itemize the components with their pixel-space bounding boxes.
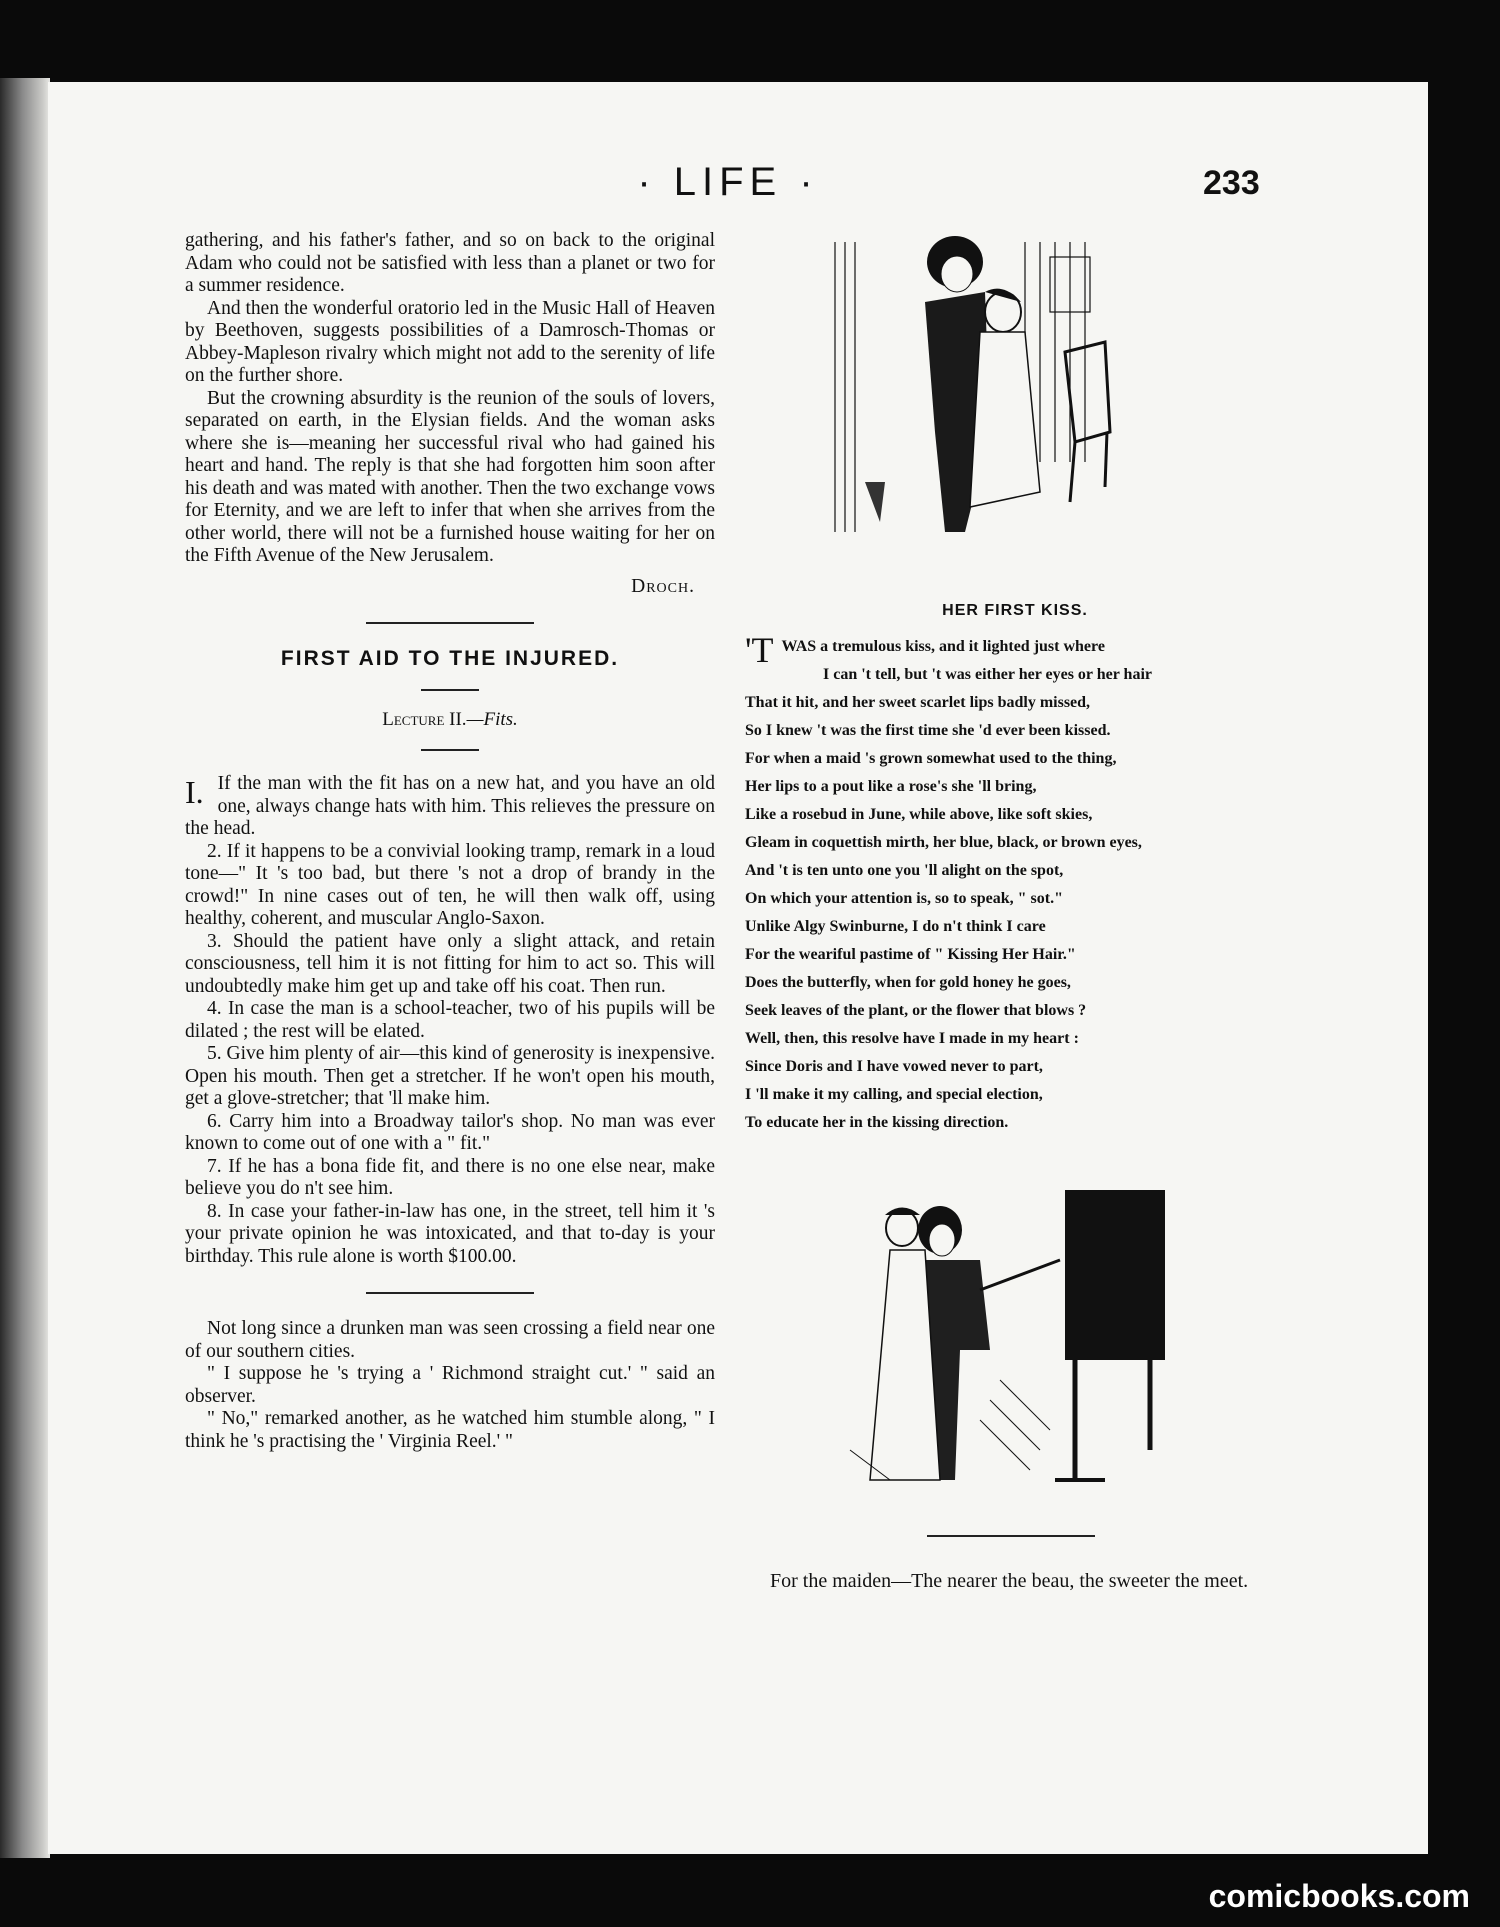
rule-item	[185, 773, 715, 841]
lecture-label: Lecture II.	[382, 708, 467, 730]
intro-paragraph: And then the wonderful oratorio led in the Music Hall of Heaven by Beethoven, suggests possibilities of a Damrosch-Thomas or Abbey-Mapleson rivalry which might not add to the serenity of life on the further shore.	[185, 297, 715, 386]
poem-title: HER FIRST KISS.	[942, 602, 1088, 619]
rule-number: 8.	[207, 1200, 222, 1222]
rule-text: Carry him into a Broadway tailor's shop. No man was ever known to come out of one with a " fit."	[185, 1110, 716, 1154]
poem-line: 'TWAS a tremulous kiss, and it lighted just where	[745, 629, 1105, 670]
poem-line: That it hit, and her sweet scarlet lips badly missed,	[745, 693, 1091, 711]
divider	[366, 622, 534, 624]
watermark: comicbooks.com	[1208, 1878, 1470, 1914]
intro-paragraph: But the crowning absurdity is the reunion of the souls of lovers, separated on earth, in the Elysian fields. And the woman asks where she is—meaning her successful rival who had gained his heart and hand. The reply is that she had forgotten him soon after his death and was mated with another. Then the two exchange vows for Eternity, and we are left to infer that when she arrives from the other world, there will not be a furnished house waiting for her on the Fifth Avenue of the New Jerusalem.	[185, 387, 715, 566]
poem-line: Gleam in coquettish mirth, her blue, black, or brown eyes,	[745, 833, 1142, 851]
poem-dropcap: 'T	[745, 629, 774, 670]
poem-line: Seek leaves of the plant, or the flower that blows ?	[745, 1001, 1087, 1019]
right-column	[745, 230, 1285, 1137]
rule-text: If the man with the fit has on a new hat, and you have an old one, always change hats with him. This relieves the pressure on the head.	[185, 773, 715, 839]
magazine-title: · LIFE ·	[637, 160, 819, 204]
anecdote-paragraph: " No," remarked another, as he watched him stumble along, " I think he 's practising the ' Virginia Reel.' "	[185, 1408, 715, 1452]
rule-text: In case the man is a school-teacher, two of his pupils will be dilated ; the rest will be elated.	[185, 998, 715, 1042]
rule-number: 4.	[207, 998, 222, 1019]
binding-edge	[0, 78, 50, 1858]
page-number: 233	[1203, 164, 1260, 202]
divider	[927, 1535, 1095, 1537]
footer-joke: For the maiden—The nearer the beau, the sweeter the meet.	[770, 1570, 1249, 1592]
poem-line: I can 't tell, but 't was either her eyes or her hair	[823, 665, 1152, 683]
rule-number: I.	[185, 774, 204, 810]
rule-text: If he has a bona fide fit, and there is no one else near, make believe you do n't see him.	[185, 1155, 716, 1199]
poem-line: On which your attention is, so to speak, " sot."	[745, 889, 1063, 907]
anecdote-paragraph: " I suppose he 's trying a ' Richmond straight cut.' " said an observer.	[185, 1363, 715, 1407]
rule-item	[185, 1201, 715, 1269]
rule-text: If it happens to be a convivial looking tramp, remark in a loud tone—" It 's too bad, but there 's not a drop of brandy in the crowd!" In nine cases out of ten, he will then walk off, using healthy, coherent, and muscular Anglo-Saxon.	[185, 840, 715, 929]
rule-item	[185, 931, 715, 999]
rule-number: 6.	[207, 1110, 222, 1132]
poem-line: And 't is ten unto one you 'll alight on the spot,	[745, 861, 1064, 879]
lecture-subject: —Fits.	[466, 708, 518, 730]
rule-number: 5.	[207, 1043, 222, 1064]
poem-line: I 'll make it my calling, and special election,	[745, 1085, 1043, 1103]
poem-line: Does the butterfly, when for gold honey he goes,	[745, 973, 1071, 991]
poem-line: So I knew 't was the first time she 'd ever been kissed.	[745, 721, 1111, 739]
rule-item	[185, 1156, 715, 1201]
anecdote-paragraph: Not long since a drunken man was seen crossing a field near one of our southern cities.	[185, 1318, 715, 1362]
author-signature: Droch.	[631, 575, 695, 597]
poem-line: For the weariful pastime of " Kissing Her Hair."	[745, 945, 1076, 963]
rule-text: In case your father-in-law has one, in the street, tell him it 's your private opinion he was intoxicated, and that to-day is your birthday. This rule alone is worth $100.00.	[185, 1200, 716, 1267]
divider	[421, 689, 479, 691]
left-column	[185, 230, 715, 1453]
rule-number: 2.	[207, 840, 222, 862]
rule-item	[185, 1043, 715, 1111]
article-title: FIRST AID TO THE INJURED.	[280, 647, 620, 670]
intro-paragraph: gathering, and his father's father, and so on back to the original Adam who could not be satisfied with less than a planet or two for a summer residence.	[185, 230, 715, 296]
rule-number: 7.	[207, 1155, 222, 1177]
divider	[421, 749, 479, 751]
poem-line: Unlike Algy Swinburne, I do n't think I care	[745, 917, 1046, 935]
poem-line: Like a rosebud in June, while above, like soft skies,	[745, 805, 1093, 823]
poem-line: For when a maid 's grown somewhat used to the thing,	[745, 749, 1117, 767]
poem-line: Well, then, this resolve have I made in my heart :	[745, 1029, 1079, 1047]
divider	[366, 1292, 534, 1294]
rule-text: Give him plenty of air—this kind of generosity is inexpensive. Open his mouth. Then get a stretcher. If he won't open his mouth, get a glove-stretcher; that 'll make him.	[185, 1043, 715, 1109]
rule-item	[185, 841, 715, 931]
poem-line: To educate her in the kissing direction.	[745, 1113, 1009, 1131]
rule-item	[185, 1111, 715, 1156]
lecture-heading	[185, 709, 715, 732]
poem-line: Her lips to a pout like a rose's she 'll bring,	[745, 777, 1037, 795]
rule-item	[185, 998, 715, 1043]
rule-text: Should the patient have only a slight attack, and retain consciousness, tell him it is not fitting for him to act so. This will undoubtedly make him get up and take off his coat. Then run.	[185, 930, 716, 997]
illustration-spacer	[745, 230, 1285, 600]
poem-line: Since Doris and I have vowed never to part,	[745, 1057, 1043, 1075]
illustration-couple-blackboard	[830, 1180, 1170, 1500]
poem	[745, 629, 1285, 1137]
rules-list	[185, 773, 715, 1268]
rule-number: 3.	[207, 930, 222, 952]
